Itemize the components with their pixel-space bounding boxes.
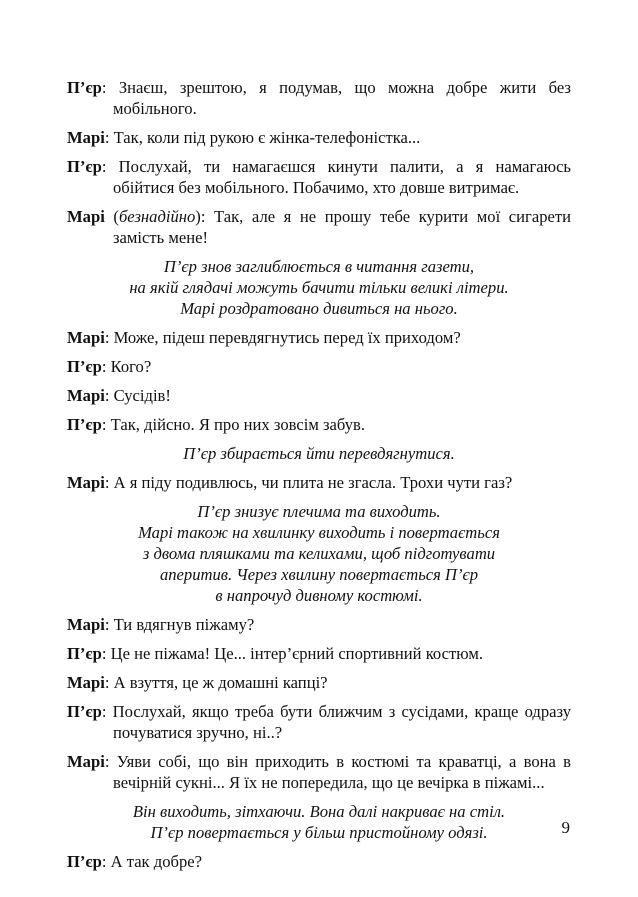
dialogue-text: : А взуття, це ж домашні капці? [104, 673, 328, 692]
stage-direction-line: з двома пляшками та келихами, щоб підготувати [142, 544, 496, 563]
speaker-name: Марі [67, 473, 105, 492]
dialogue-line [67, 327, 571, 348]
dialogue-line [67, 156, 571, 198]
dialogue-text: : А так добре? [101, 852, 202, 871]
stage-direction-line: Він виходить, зітхаючи. Вона далі накриває на стіл. [132, 802, 506, 821]
speaker-name: П’єр [67, 78, 102, 97]
stage-direction-line: П’єр знов заглиблюється в читання газети, [163, 257, 475, 276]
dialogue-line [67, 385, 571, 406]
speaker-name: П’єр [67, 157, 102, 176]
speaker-name: П’єр [67, 852, 102, 871]
dialogue-text: : Ти вдягнув піжаму? [104, 615, 255, 634]
speaker-name: Марі [67, 673, 105, 692]
dialogue-line [67, 77, 571, 119]
page-number: 9 [561, 818, 570, 837]
stage-direction [67, 801, 571, 843]
dialogue-text: : Так, але я не прошу тебе курити мої сигарети замість мене! [113, 207, 571, 247]
dialogue-text: : Може, підеш перевдягнутись перед їх приходом? [104, 328, 461, 347]
dialogue-line [67, 127, 571, 148]
speaker-name: Марі [67, 386, 105, 405]
dialogue-text: : Сусідів! [104, 386, 171, 405]
stage-direction-line: Марі також на хвилинку виходить і повертається [138, 523, 500, 542]
speaker-name: П’єр [67, 415, 102, 434]
dialogue-line [67, 751, 571, 793]
stage-direction-line: П’єр повертається у більш пристойному одязі. [150, 823, 488, 842]
dialogue-line [67, 643, 571, 664]
stage-direction [67, 501, 571, 606]
dialogue-text: : А я піду подивлюсь, чи плита не згасла. Трохи чути газ? [104, 473, 513, 492]
dialogue-text: : Послухай, ти намагаєшся кинути палити, а я намагаюсь обійтися без мобільного. Побачимо, хто довше витримає. [101, 157, 571, 197]
dialogue-line [67, 614, 571, 635]
dialogue-line [67, 701, 571, 743]
dialogue-line [67, 851, 571, 872]
stage-direction-line: аперитив. Через хвилину повертається П’єр [159, 565, 479, 584]
dialogue-line: Марі (безнадійно): Так, але я не прошу тебе курити мої сигарети замість мене! [67, 207, 571, 247]
stage-direction-line: П’єр збирається йти перевдягнутися. [183, 444, 455, 463]
dialogue-text: : Уяви собі, що він приходить в костюмі та краватці, а вона в вечірній сукні... Я їх не попередила, що це вечірка в піжамі... [104, 752, 571, 792]
dialogue-text: : Так, дійсно. Я про них зовсім забув. [101, 415, 365, 434]
stage-direction [67, 443, 571, 464]
stage-direction [67, 256, 571, 319]
dialogue-text: : Знаєш, зрештою, я подумав, що можна добре жити без мобільного. [101, 78, 571, 118]
dialogue-line [67, 672, 571, 693]
speaker-name: Марі [67, 615, 105, 634]
speaker-name: Марі [67, 128, 105, 147]
stage-note: безнадійно [118, 207, 196, 226]
stage-direction-line: в напрочуд дивному костюмі. [215, 586, 423, 605]
stage-direction-line: П’єр знизує плечима та виходить. [197, 502, 441, 521]
script-page [67, 77, 571, 880]
dialogue-text: : Так, коли під рукою є жінка-телефоністка... [104, 128, 421, 147]
speaker-name: П’єр [67, 644, 102, 663]
dialogue-line [67, 414, 571, 435]
stage-direction-line: Марі роздратовано дивиться на нього. [180, 299, 458, 318]
dialogue-line [67, 472, 571, 493]
speaker-name: Марі [67, 207, 105, 226]
speaker-name: Марі [67, 328, 105, 347]
speaker-name: П’єр [67, 357, 102, 376]
stage-direction-line: на якій глядачі можуть бачити тільки великі літери. [129, 278, 509, 297]
dialogue-text: : Послухай, якщо треба бути ближчим з сусідами, краще одразу почуватися зручно, ні..? [101, 702, 571, 742]
speaker-name: П’єр [67, 702, 102, 721]
dialogue-line [67, 356, 571, 377]
dialogue-text: : Кого? [101, 357, 152, 376]
speaker-name: Марі [67, 752, 105, 771]
dialogue-text: : Це не піжама! Це... інтер’єрний спортивний костюм. [101, 644, 484, 663]
